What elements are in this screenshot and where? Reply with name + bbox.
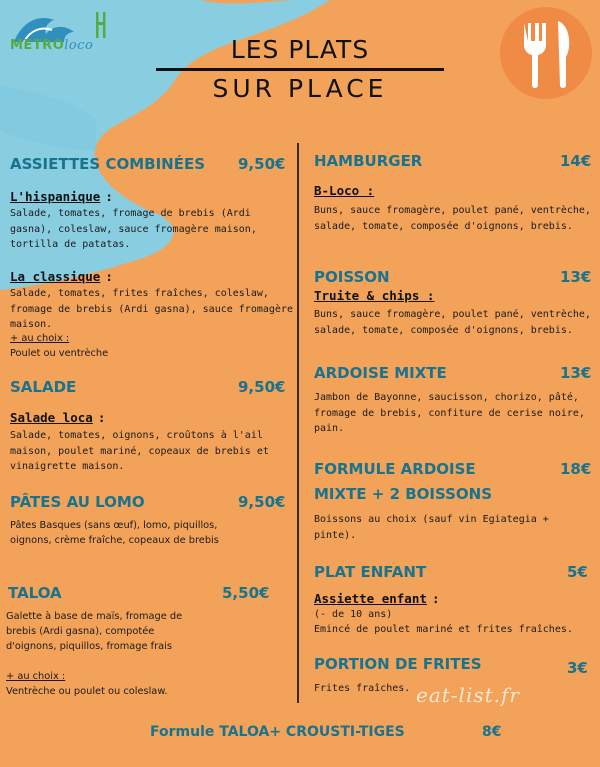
column-divider (297, 143, 299, 703)
logo-text-metro: METRO (10, 38, 65, 53)
dish-desc-hispanique: Salade, tomates, fromage de brebis (Ardi gasna), coleslaw, sauce fromagère maison, tortilla de patatas. (10, 208, 257, 250)
page-title-line2: SUR PLACE (212, 74, 388, 103)
dish-name-classique: La classique (10, 269, 101, 284)
footer-formule-taloa: Formule TALOA+ CROUSTI-TIGES (150, 724, 405, 740)
price-enfant: 5€ (567, 563, 588, 581)
price-salade: 9,50€ (238, 378, 286, 396)
page-title-line1: LES PLATS (230, 35, 370, 64)
dish-assiette-enfant (314, 588, 440, 607)
dish-desc-formule: Boissons au choix (sauf vin Egiategia + pinte). (314, 514, 549, 541)
dish-age-enfant: (- de 10 ans) (314, 609, 393, 620)
section-title-taloa: TALOA (8, 584, 62, 602)
section-title-hamburger: HAMBURGER (314, 152, 423, 170)
price-assiettes: 9,50€ (238, 155, 286, 173)
section-title-poisson: POISSON (314, 268, 390, 286)
dish-desc-ardoise: Jambon de Bayonne, saucisson, chorizo, pâté, fromage de brebis, confiture de cerise noire, pain. (314, 392, 585, 434)
dish-hispanique (10, 186, 113, 205)
dish-colon-assiette-enfant: : (431, 591, 440, 606)
section-title-enfant: PLAT ENFANT (314, 563, 427, 581)
dish-name-bloco: B-Loco : (314, 183, 375, 198)
dish-name-salade-loca: Salade loca (10, 410, 93, 425)
watermark: eat-list.fr (416, 683, 520, 707)
dish-name-hispanique: L'hispanique (10, 189, 101, 204)
dish-desc-frites: Frites fraîches. (314, 683, 411, 694)
dish-colon-salade-loca: : (97, 410, 106, 425)
dish-colon-classique: : (105, 269, 113, 284)
dish-name-assiette-enfant: Assiette enfant (314, 591, 427, 606)
price-taloa: 5,50€ (222, 584, 270, 602)
price-formule: 18€ (560, 460, 592, 478)
dish-desc-classique: Salade, tomates, frites fraîches, coleslaw, fromage de brebis (Ardi gasna), sauce fromagère maison. (10, 288, 293, 330)
section-title-assiettes: ASSIETTES COMBINÉES (10, 155, 205, 173)
section-title-ardoise: ARDOISE MIXTE (314, 364, 447, 382)
section-title-formule-1: FORMULE ARDOISE (314, 460, 476, 478)
dish-colon-hispanique: : (105, 189, 113, 204)
dish-classique (10, 266, 113, 285)
choice-label-classique: + au choix : (10, 333, 70, 344)
choice-classique: Poulet ou ventrèche (10, 348, 109, 359)
dish-desc-pates: Pâtes Basques (sans œuf), lomo, piquillos, oignons, crème fraîche, copeaux de brebis (10, 520, 219, 546)
price-poisson: 13€ (560, 268, 592, 286)
fork-knife-icon (500, 7, 592, 99)
dish-desc-poisson: Buns, sauce fromagère, poulet pané, ventrèche, salade, tomate, composée d'oignons, brebis. (314, 309, 591, 336)
dish-desc-salade-loca: Salade, tomates, oignons, croûtons à l'ail maison, poulet mariné, copeaux de brebis et vinaigrette maison. (10, 430, 269, 472)
logo-text-loco: loco (64, 38, 94, 53)
dish-desc-enfant: Emincé de poulet mariné et frites fraîches. (314, 624, 573, 635)
dish-name-truite: Truite & chips : (314, 288, 435, 303)
price-pates: 9,50€ (238, 493, 286, 511)
choice-label-taloa: + au choix : (6, 671, 66, 682)
section-title-formule-2: MIXTE + 2 BOISSONS (314, 485, 493, 503)
dish-desc-taloa: Galette à base de maïs, fromage de brebis (Ardi gasna), compotée d'oignons, piquillos, fromage frais (6, 611, 183, 652)
section-title-frites: PORTION DE FRITES (314, 655, 482, 673)
dish-desc-hamburger: Buns, sauce fromagère, poulet pané, ventrèche, salade, tomate, composée d'oignons, brebis. (314, 205, 591, 232)
section-title-pates: PÂTES AU LOMO (10, 493, 145, 511)
price-frites: 3€ (567, 659, 588, 677)
logo-text (10, 38, 93, 53)
price-ardoise: 13€ (560, 364, 592, 382)
dish-salade-loca (10, 407, 105, 426)
title-underline (156, 68, 444, 71)
price-hamburger: 14€ (560, 152, 592, 170)
choice-taloa: Ventrèche ou poulet ou coleslaw. (6, 686, 168, 697)
section-title-salade: SALADE (10, 378, 77, 396)
footer-price: 8€ (482, 724, 502, 740)
